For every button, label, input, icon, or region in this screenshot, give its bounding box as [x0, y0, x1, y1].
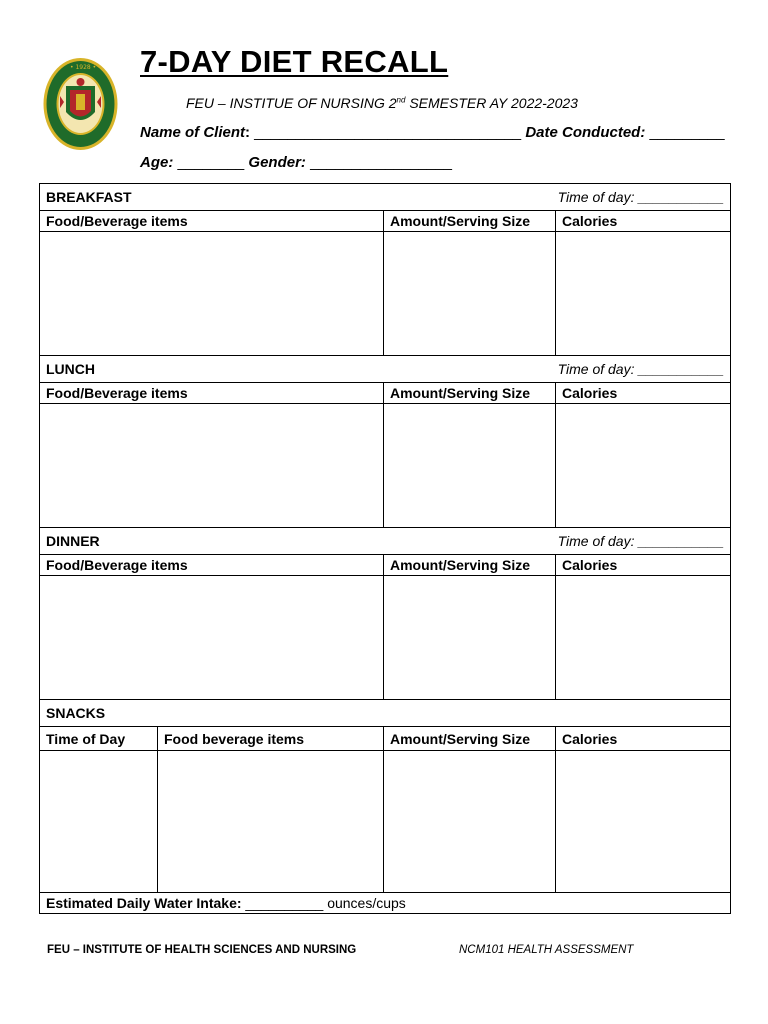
breakfast-time-of-day-field[interactable]: Time of day: ___________	[557, 189, 725, 205]
gender-field[interactable]: _________________	[305, 154, 452, 171]
food-column-header: Food/Beverage items	[40, 555, 384, 576]
calories-column-header: Calories	[556, 555, 731, 576]
snack-time-cell[interactable]	[40, 751, 158, 893]
breakfast-label: BREAKFAST	[46, 189, 132, 205]
footer-course: NCM101 HEALTH ASSESSMENT	[459, 944, 634, 956]
lunch-time-of-day-field[interactable]: Time of day: ___________	[557, 361, 725, 377]
snacks-column-headers	[40, 727, 731, 751]
footer-institution: FEU – INSTITUTE OF HEALTH SCIENCES AND NURSING	[47, 944, 357, 956]
calories-column-header: Calories	[556, 211, 731, 232]
breakfast-calories-cell[interactable]	[556, 232, 731, 356]
calories-column-header: Calories	[556, 727, 731, 751]
amount-column-header: Amount/Serving Size	[384, 383, 556, 404]
water-intake-row	[40, 893, 731, 914]
snacks-entry-row	[40, 751, 731, 893]
breakfast-column-headers	[40, 211, 731, 232]
food-column-header: Food/Beverage items	[40, 211, 384, 232]
diet-recall-table	[39, 183, 731, 914]
breakfast-food-cell[interactable]	[40, 232, 384, 356]
snacks-header-row	[40, 700, 731, 727]
dinner-entry-row	[40, 576, 731, 700]
calories-column-header: Calories	[556, 383, 731, 404]
name-of-client-label: Name of Client	[140, 124, 246, 141]
snack-amount-cell[interactable]	[384, 751, 556, 893]
lunch-label: LUNCH	[46, 361, 95, 377]
lunch-header-row	[40, 356, 731, 383]
amount-column-header: Amount/Serving Size	[384, 555, 556, 576]
date-conducted-label: Date Conducted:	[525, 124, 646, 141]
age-label: Age:	[140, 154, 174, 171]
dinner-header-row	[40, 528, 731, 555]
snack-food-cell[interactable]	[158, 751, 384, 893]
feu-seal-logo	[42, 56, 119, 152]
breakfast-entry-row	[40, 232, 731, 356]
snacks-label: SNACKS	[46, 705, 106, 721]
breakfast-header-row	[40, 184, 731, 211]
date-conducted-field[interactable]: _________	[645, 124, 725, 141]
amount-column-header: Amount/Serving Size	[384, 211, 556, 232]
water-intake-label: Estimated Daily Water Intake:	[46, 895, 242, 911]
lunch-entry-row	[40, 404, 731, 528]
dinner-amount-cell[interactable]	[384, 576, 556, 700]
name-of-client-field[interactable]: ________________________________	[250, 124, 526, 141]
food-column-header: Food/Beverage items	[40, 383, 384, 404]
dinner-label: DINNER	[46, 533, 100, 549]
dinner-calories-cell[interactable]	[556, 576, 731, 700]
dinner-column-headers	[40, 555, 731, 576]
amount-column-header: Amount/Serving Size	[384, 727, 556, 751]
snack-food-column-header: Food beverage items	[158, 727, 384, 751]
water-intake-field[interactable]: __________	[241, 895, 328, 911]
form-subtitle: FEU – INSTITUE OF NURSING 2nd SEMESTER AY 2022-2023	[186, 95, 578, 111]
lunch-column-headers	[40, 383, 731, 404]
lunch-amount-cell[interactable]	[384, 404, 556, 528]
dinner-food-cell[interactable]	[40, 576, 384, 700]
svg-text:• 1928 •: • 1928 •	[70, 64, 97, 71]
snack-calories-cell[interactable]	[556, 751, 731, 893]
client-info-line-2	[140, 154, 452, 171]
client-info-line-1: Name of Client: ________________________________ Date Conducted: _________	[140, 124, 725, 141]
dinner-time-of-day-field[interactable]: Time of day: ___________	[557, 533, 725, 549]
lunch-calories-cell[interactable]	[556, 404, 731, 528]
gender-label: Gender:	[248, 154, 306, 171]
age-field[interactable]: ________	[173, 154, 249, 171]
form-title: 7-DAY DIET RECALL	[140, 44, 449, 79]
water-intake-unit: ounces/cups	[327, 895, 406, 911]
breakfast-amount-cell[interactable]	[384, 232, 556, 356]
time-of-day-column-header: Time of Day	[40, 727, 158, 751]
lunch-food-cell[interactable]	[40, 404, 384, 528]
